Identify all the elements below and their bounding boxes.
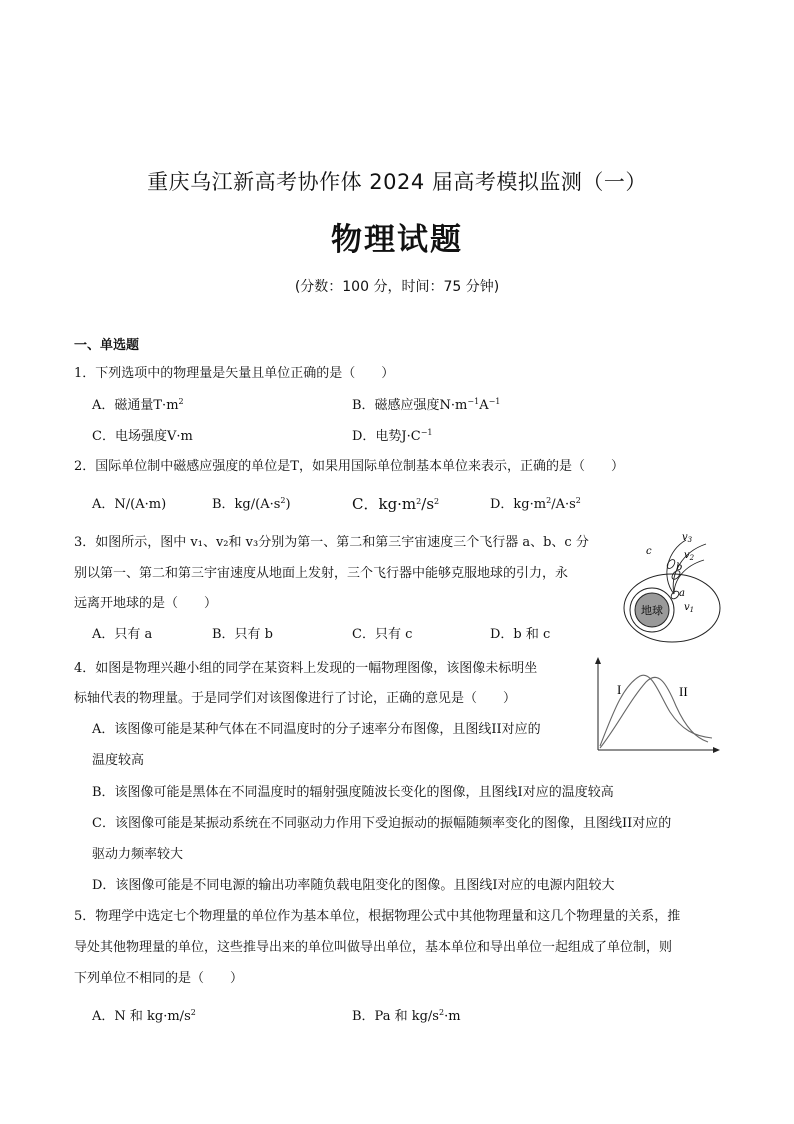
subject-title: 物理试题 bbox=[331, 222, 463, 258]
q4-stem-line2: 标轴代表的物理量。于是同学们对该图像进行了讨论，正确的意见是（ ） bbox=[74, 691, 517, 706]
section-heading: 一、单选题 bbox=[74, 338, 140, 353]
label-v3: $v_3$ bbox=[682, 532, 693, 544]
q5-option-a: A．N 和 $kg\cdot m/s^2$ bbox=[92, 1008, 196, 1024]
label-v1: $v_1$ bbox=[684, 602, 695, 614]
q3-stem-line1: 3．如图所示，图中 v₁、v₂和 v₃分别为第一、第二和第三宇宙速度三个飞行器 a、b、c 分 bbox=[74, 535, 589, 550]
q2-stem: 2．国际单位制中磁感应强度的单位是T，如果用国际单位制基本单位来表示，正确的是（ ） bbox=[74, 459, 624, 474]
label-b: b bbox=[676, 562, 683, 573]
q5-stem-line2: 导处其他物理量的单位，这些推导出来的单位叫做导出单位，基本单位和导出单位一起组成了单位制，则 bbox=[74, 940, 673, 955]
curves-graph bbox=[590, 656, 722, 756]
q3-stem-line2: 别以第一、第二和第三宇宙速度从地面上发射，三个飞行器中能够克服地球的引力，永 bbox=[74, 566, 569, 581]
q1-option-b: B．磁感应强度$N\cdot m^{-1}A^{-1}$ bbox=[352, 397, 501, 413]
q4-option-a-line2: 温度较高 bbox=[92, 753, 145, 768]
curve-I-label: I bbox=[617, 682, 622, 697]
q1-option-a: A．磁通量$T\cdot m^2$ bbox=[92, 397, 184, 413]
q4-option-a-line1: A．该图像可能是某种气体在不同温度时的分子速率分布图像，且图线II对应的 bbox=[92, 722, 541, 737]
q1-option-c: C．电场强度V·m bbox=[92, 429, 193, 444]
q3-option-b: B．只有 b bbox=[212, 627, 274, 642]
x-axis-arrow bbox=[713, 747, 720, 753]
q3-option-d: D．b 和 c bbox=[490, 627, 551, 642]
q5-stem-line1: 5．物理学中选定七个物理量的单位作为基本单位，根据物理公式中其他物理量和这几个物理量的关系，推 bbox=[74, 909, 681, 924]
q3-option-c: C．只有 c bbox=[352, 627, 413, 642]
label-c: c bbox=[646, 546, 652, 557]
q5-option-b: B．Pa 和 $kg/s^2\cdot m$ bbox=[352, 1008, 461, 1024]
q2-option-b: B．$kg/(A\cdot s^2)$ bbox=[212, 496, 291, 512]
score-time-info: (分数：100 分，时间：75 分钟) bbox=[294, 279, 500, 295]
q2-option-d: D．$kg\cdot m^2/A\cdot s^2$ bbox=[490, 496, 581, 512]
q5-stem-line3: 下列单位不相同的是（ ） bbox=[74, 971, 244, 986]
label-a: a bbox=[679, 588, 685, 599]
y-axis-arrow bbox=[595, 657, 601, 664]
label-v2: $v_2$ bbox=[684, 550, 695, 562]
q1-stem: 1．下列选项中的物理量是矢量且单位正确的是（ ） bbox=[74, 366, 395, 381]
q3-stem-line3: 远离开地球的是（ ） bbox=[74, 596, 218, 611]
q3-option-a: A．只有 a bbox=[92, 627, 153, 642]
earth-label: 地球 bbox=[641, 604, 663, 617]
q2-option-c: C．$kg\cdot m^2/s^2$ bbox=[352, 495, 440, 513]
q2-option-a: A．N/(A·m) bbox=[92, 497, 167, 512]
q4-stem-line1: 4．如图是物理兴趣小组的同学在某资料上发现的一幅物理图像，该图像未标明坐 bbox=[74, 661, 538, 676]
q4-option-d: D．该图像可能是不同电源的输出功率随负载电阻变化的图像。且图线I对应的电源内阻较大 bbox=[92, 878, 615, 893]
exam-title: 重庆乌江新高考协作体 2024 届高考模拟监测（一） bbox=[147, 170, 647, 194]
q4-option-c-line2: 驱动力频率较大 bbox=[92, 847, 184, 862]
q1-option-d: D．电势$J\cdot C^{-1}$ bbox=[352, 428, 433, 444]
orbit-diagram bbox=[616, 528, 726, 646]
curve-II-label: II bbox=[679, 684, 688, 699]
q4-option-c-line1: C．该图像可能是某振动系统在不同驱动力作用下受迫振动的振幅随频率变化的图像，且图线II对应的 bbox=[92, 816, 672, 831]
q4-option-b: B．该图像可能是黑体在不同温度时的辐射强度随波长变化的图像，且图线I对应的温度较高 bbox=[92, 785, 614, 800]
